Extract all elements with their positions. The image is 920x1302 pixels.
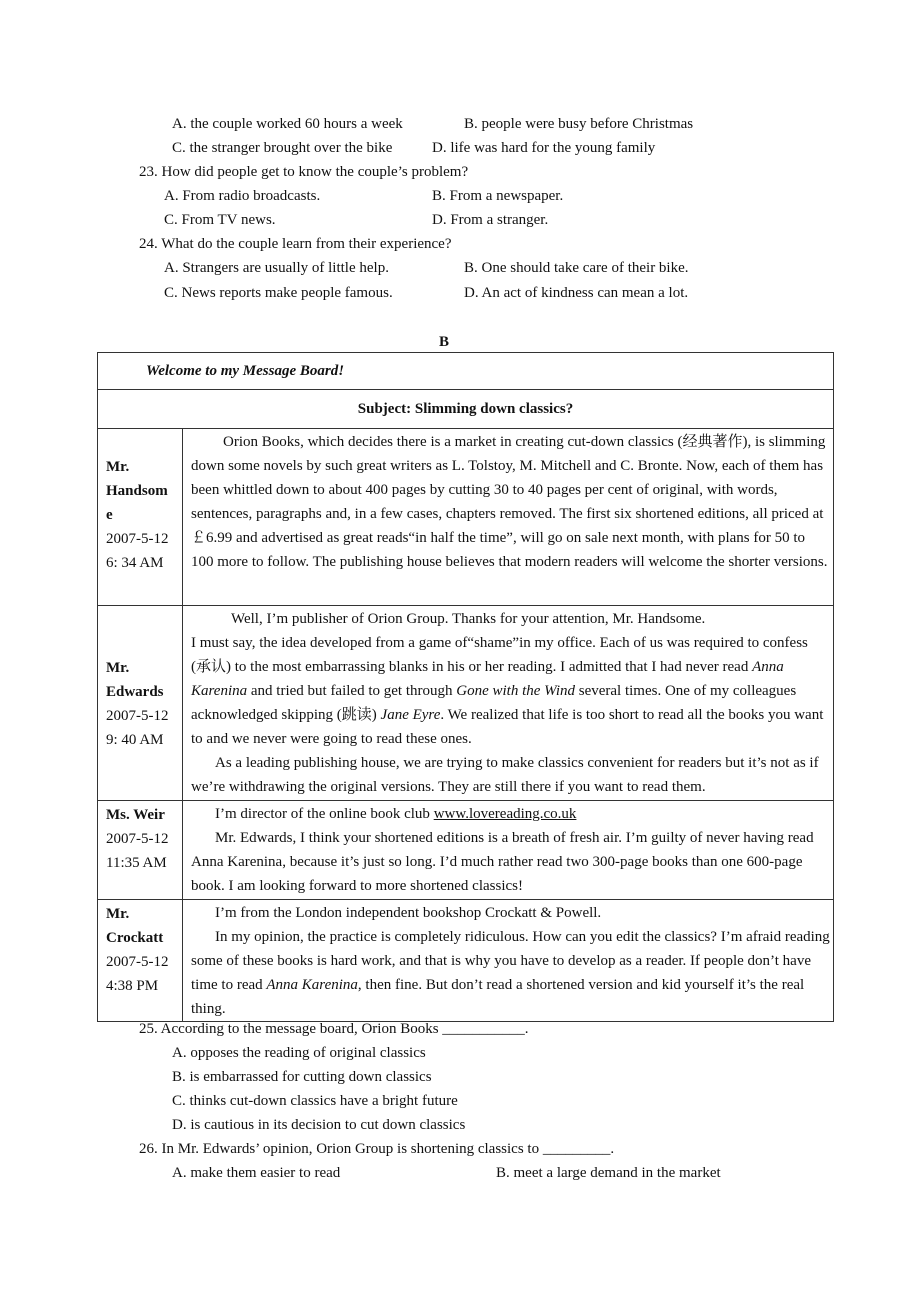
text-run: . We realized that life is too short to read all the books you want to and we never were going to read these ones.: [191, 707, 824, 747]
q25-option-b: B. is embarrassed for cutting down classics: [172, 1069, 432, 1085]
message-board: [97, 352, 834, 1022]
post-weir: [98, 801, 834, 900]
post-body: [183, 900, 834, 1022]
post-paragraph: Well, I’m publisher of Orion Group. Thanks for your attention, Mr. Handsome.: [231, 611, 706, 627]
post-time: 11:35 AM: [106, 855, 167, 871]
post-author: [98, 900, 183, 1022]
post-author: [98, 429, 183, 606]
author-name: Ms. Weir: [106, 807, 165, 823]
q25-stem: 25. According to the message board, Orion Books ___________.: [139, 1021, 529, 1037]
post-crockatt: [98, 900, 834, 1022]
q26-option-b: B. meet a large demand in the market: [496, 1165, 721, 1181]
author-name: Mr.: [106, 459, 130, 475]
post-time: 6: 34 AM: [106, 555, 164, 571]
q26-option-a: A. make them easier to read: [172, 1165, 341, 1181]
q23-stem: 23. How did people get to know the couple’s problem?: [139, 164, 469, 180]
author-name: Mr.: [106, 906, 130, 922]
text-run: I must say, the idea developed from a game of“shame”in my office. Each of us was required to confess (承认) to the most embarrassing blanks in his or her reading. I admitted that I had never read: [191, 635, 808, 675]
text-run: , then fine. But don’t read a shortened version and kid yourself it’s the real thing.: [191, 977, 805, 1017]
q22-option-b: B. people were busy before Christmas: [464, 116, 694, 132]
text-run: I’m director of the online book club: [215, 806, 434, 822]
author-name: Crockatt: [106, 930, 164, 946]
q23-option-a: A. From radio broadcasts.: [164, 188, 321, 204]
author-name: Handsom: [106, 483, 168, 499]
post-paragraph: I’m from the London independent bookshop Crockatt & Powell.: [215, 905, 602, 921]
q24-option-d: D. An act of kindness can mean a lot.: [464, 285, 689, 301]
q22-option-a: A. the couple worked 60 hours a week: [172, 116, 403, 132]
book-club-link[interactable]: www.lovereading.co.uk: [433, 806, 577, 822]
section-label: B: [438, 334, 449, 350]
q24-option-a: A. Strangers are usually of little help.: [164, 260, 389, 276]
post-paragraph: Orion Books, which decides there is a market in creating cut-down classics (经典著作), is slimming down some novels by such great writers as L. Tolstoy, M. Mitchell and C. Bronte. Now, each of them has been whittled down to about 400 pages by cutting 30 to 40 pages per cent of original, with words, sentences, paragraphs and, in a few cases, chapters removed. The first six shortened editions, all priced at ￡6.99 and advertised as great reads“in half the time”, will go on sale next month, with plans for 50 to 100 more to follow. The publishing house believes that modern readers will welcome the shorter versions.: [191, 434, 828, 570]
author-name: Mr.: [106, 660, 130, 676]
post-time: 9: 40 AM: [106, 732, 164, 748]
post-handsome: [98, 429, 834, 606]
board-subject: Subject: Slimming down classics?: [98, 390, 834, 429]
post-author: [98, 801, 183, 900]
q25-option-c: C. thinks cut-down classics have a bright future: [172, 1093, 458, 1109]
q24-stem: 24. What do the couple learn from their experience?: [139, 236, 452, 252]
text-run: several times. One of my colleagues acknowledged skipping (跳读): [191, 683, 797, 723]
author-name: e: [106, 507, 113, 523]
author-name: Edwards: [106, 684, 164, 700]
q25-option-a: A. opposes the reading of original classics: [172, 1045, 426, 1061]
post-paragraph: [191, 802, 831, 826]
post-paragraph: [191, 631, 831, 751]
book-title: Anna Karenina: [266, 977, 358, 993]
post-body: [183, 429, 834, 606]
text-run: In my opinion, the practice is completely ridiculous. How can you edit the classics? I’m afraid reading some of these books is hard work, and that is why you have to develop as a reader. If people don’t have time to read: [191, 929, 830, 993]
q24-option-c: C. News reports make people famous.: [164, 285, 393, 301]
post-date: 2007-5-12: [106, 531, 169, 547]
q22-option-c: C. the stranger brought over the bike: [172, 140, 393, 156]
q26-stem: 26. In Mr. Edwards’ opinion, Orion Group is shortening classics to _________.: [139, 1141, 615, 1157]
q25-option-d: D. is cautious in its decision to cut down classics: [172, 1117, 466, 1133]
board-welcome: Welcome to my Message Board!: [98, 353, 834, 390]
post-edwards: [98, 606, 834, 801]
post-paragraph: As a leading publishing house, we are trying to make classics convenient for readers but it’s not as if we’re withdrawing the original versions. They are still there if you want to read them.: [191, 755, 819, 795]
post-time: 4:38 PM: [106, 978, 159, 994]
post-paragraph: Mr. Edwards, I think your shortened editions is a breath of fresh air. I’m guilty of never having read Anna Karenina, because it’s just so long. I’d much rather read two 300-page books than one 600-page book. I am looking forward to more shortened classics!: [191, 830, 814, 894]
q24-option-b: B. One should take care of their bike.: [464, 260, 689, 276]
post-date: 2007-5-12: [106, 831, 169, 847]
post-paragraph: [191, 925, 831, 1021]
post-date: 2007-5-12: [106, 708, 169, 724]
post-body: [183, 801, 834, 900]
book-title: Gone with the Wind: [456, 683, 575, 699]
q23-option-d: D. From a stranger.: [432, 212, 549, 228]
book-title: Jane Eyre: [380, 707, 441, 723]
post-date: 2007-5-12: [106, 954, 169, 970]
text-run: and tried but failed to get through: [247, 683, 457, 699]
post-body: [183, 606, 834, 801]
q22-option-d: D. life was hard for the young family: [432, 140, 656, 156]
q23-option-b: B. From a newspaper.: [432, 188, 564, 204]
post-author: [98, 606, 183, 801]
book-title: Anna Karenina: [191, 659, 784, 699]
q23-option-c: C. From TV news.: [164, 212, 276, 228]
